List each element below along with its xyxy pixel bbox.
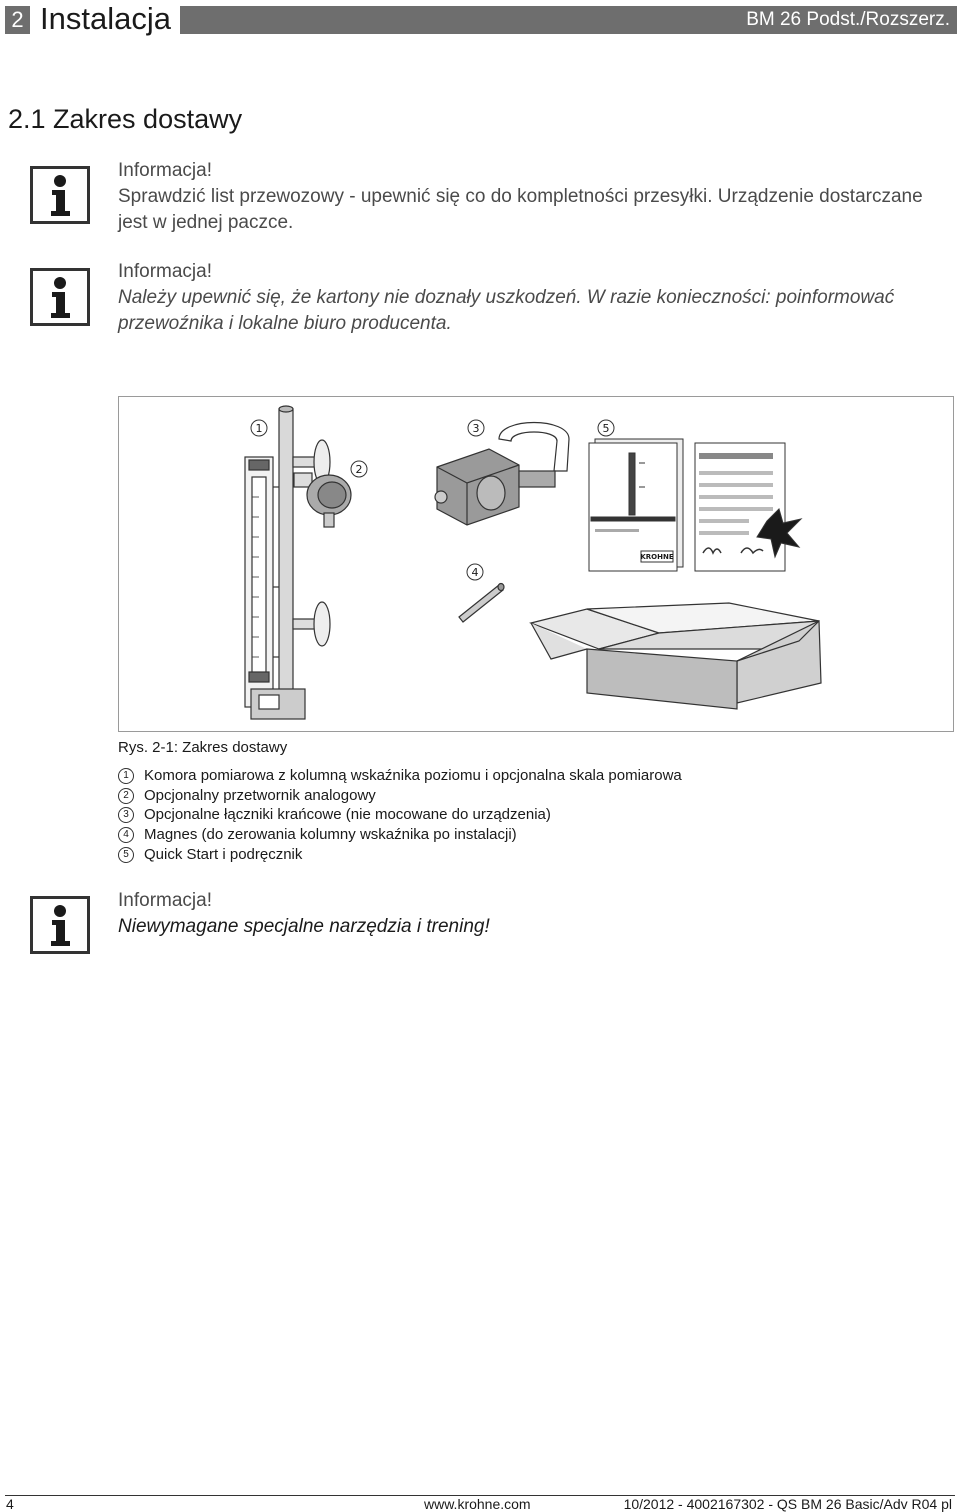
- legend-number: 3: [118, 807, 134, 823]
- legend-number: 4: [118, 827, 134, 843]
- info-heading: Informacja!: [118, 160, 212, 181]
- info-heading: Informacja!: [118, 890, 212, 911]
- info-block-3: [118, 888, 938, 940]
- info-block-1: [118, 158, 938, 236]
- legend-number: 5: [118, 847, 134, 863]
- info-body: Sprawdzić list przewozowy - upewnić się co do kompletności przesyłki. Urządzenie dostarczane jest w jednej paczce.: [118, 186, 923, 233]
- legend-item: [118, 786, 682, 806]
- quick-start-document: [589, 439, 683, 571]
- limit-switch: [435, 423, 569, 526]
- legend-text: Opcjonalny przetwornik analogowy: [144, 786, 376, 804]
- legend-number: 2: [118, 788, 134, 804]
- section-title: 2.1 Zakres dostawy: [8, 104, 243, 134]
- info-body: Niewymagane specjalne narzędzia i trening!: [118, 916, 490, 937]
- chapter-number: 2: [5, 6, 30, 34]
- delivery-illustration: [119, 397, 953, 731]
- chapter-title: Instalacja: [40, 1, 171, 36]
- figure-caption: Rys. 2-1: Zakres dostawy: [118, 739, 288, 756]
- legend-item: [118, 805, 682, 825]
- info-icon: [30, 268, 90, 326]
- callout-3-label: 3: [472, 422, 480, 435]
- magnet: [459, 584, 504, 623]
- callout-5-label: 5: [602, 422, 610, 435]
- page-number: 4: [6, 1496, 14, 1512]
- analog-transmitter: [294, 473, 351, 527]
- product-name: BM 26 Podst./Rozszerz.: [746, 9, 950, 30]
- legend-item: [118, 825, 682, 845]
- manual-document: [695, 443, 801, 571]
- legend-item: [118, 845, 682, 865]
- info-block-2: [118, 259, 938, 337]
- info-icon: [30, 166, 90, 224]
- callout-1-label: 1: [255, 422, 263, 435]
- footer-document-reference: 10/2012 - 4002167302 - QS BM 26 Basic/Adv R04 pl: [623, 1496, 952, 1512]
- legend-text: Magnes (do zerowania kolumny wskaźnika po instalacji): [144, 826, 517, 844]
- brand-label: KROHNE: [640, 553, 674, 561]
- figure-legend: [118, 766, 682, 865]
- legend-number: 1: [118, 768, 134, 784]
- legend-text: Komora pomiarowa z kolumną wskaźnika poziomu i opcjonalna skala pomiarowa: [144, 767, 682, 784]
- callout-2-label: 2: [355, 463, 363, 476]
- legend-item: [118, 766, 682, 786]
- callout-4-label: 4: [471, 566, 479, 579]
- cardboard-box: [531, 603, 821, 709]
- info-body: Należy upewnić się, że kartony nie doznały uszkodzeń. W razie konieczności: poinformować przewoźnika i lokalne biuro producenta.: [118, 287, 895, 334]
- info-icon: [30, 896, 90, 954]
- legend-text: Quick Start i podręcznik: [144, 845, 303, 863]
- legend-text: Opcjonalne łączniki krańcowe (nie mocowane do urządzenia): [144, 806, 551, 824]
- measuring-chamber: [245, 406, 330, 719]
- delivery-scope-figure: [118, 396, 954, 732]
- info-heading: Informacja!: [118, 261, 212, 282]
- footer-website: www.krohne.com: [424, 1496, 531, 1512]
